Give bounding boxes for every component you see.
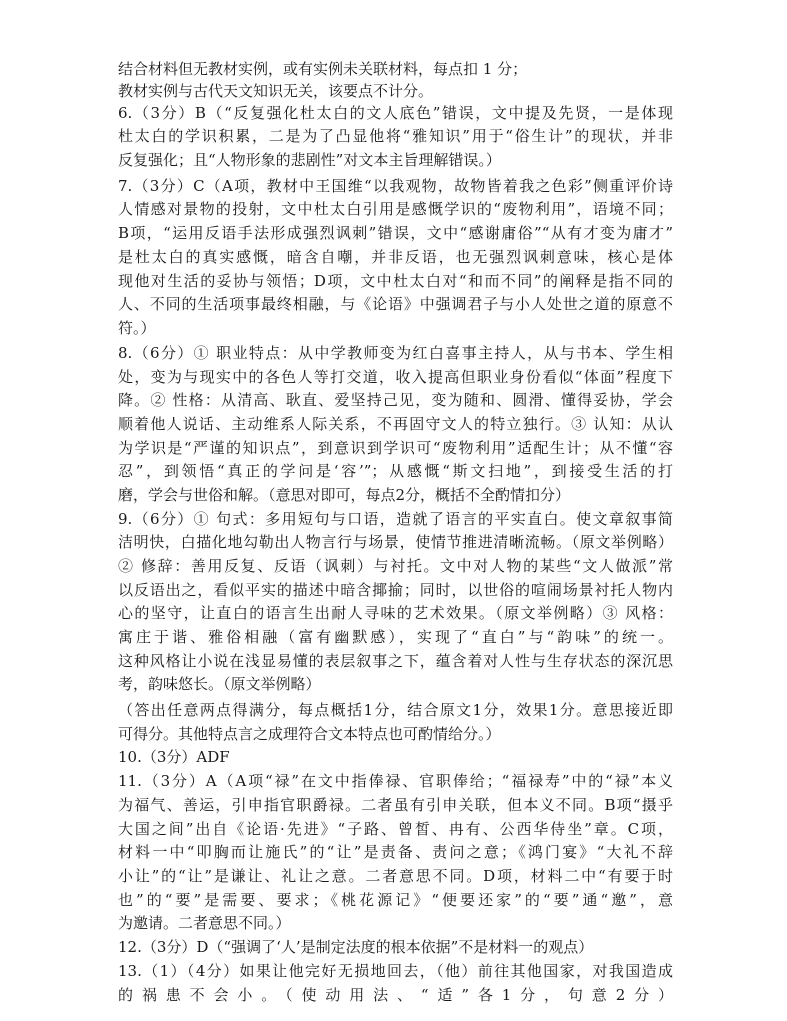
text-line: 教材实例与古代天文知识无关，该要点不计分。 bbox=[118, 82, 434, 100]
text-line: 磨，学会与世俗和解。（意思对即可，每点2分，概括不全酌情扣分） bbox=[118, 486, 571, 504]
text-line: 12.（3分）D（“强调了‘人’是制定法度的根本依据”不是材料一的观点） bbox=[118, 938, 594, 956]
text-line: （答出任意两点得满分，每点概括1分，结合原文1分，效果1分。意思接近即 bbox=[118, 701, 673, 719]
text-line: 顺着他人说话、主动维系人际关系，不再固守文人的特立独行。③ 认知：从认 bbox=[118, 415, 673, 433]
text-line: 以反语出之，看似平实的描述中暗含揶揄；同时，以世俗的喧闹场景衬托人物内 bbox=[118, 581, 673, 599]
text-line: 结合材料但无教材实例，或有实例未关联材料，每点扣 1 分； bbox=[118, 60, 528, 78]
text-line: 心的坚守，让直白的语言生出耐人寻味的艺术效果。（原文举例略）③ 风格： bbox=[118, 604, 673, 622]
text-line: 13.（1）（4分）如果让他完好无损地回去，（他）前往其他国家，对我国造成 bbox=[118, 962, 673, 980]
text-line: 现他对生活的妥协与领悟；D项，文中杜太白对“和而不同”的阐释是指不同的 bbox=[118, 272, 673, 290]
text-line: 忍”，到领悟“真正的学问是‘容’”；从感慨“斯文扫地”，到接受生活的打 bbox=[118, 462, 673, 480]
text-line: 人情感对景物的投射，文中杜太白引用是感慨学识的“废物利用”，语境不同； bbox=[118, 200, 673, 218]
text-line: 11.（3分）A（A项“禄”在文中指俸禄、官职俸给；“福禄寿”中的“禄”本义 bbox=[118, 772, 673, 790]
text-line: 材料一中“叩胸而让施氏”的“让”是责备、责问之意；《鸿门宴》“大礼不辞 bbox=[118, 843, 673, 861]
text-line: 9.（6分）① 句式：多用短句与口语，造就了语言的平实直白。使文章叙事简 bbox=[118, 510, 673, 528]
text-line: 人、不同的生活项事最终相融，与《论语》中强调君子与小人处世之道的原意不 bbox=[118, 295, 673, 313]
text-line: ② 修辞：善用反复、反语（讽刺）与衬托。文中对人物的某些“文人做派”常 bbox=[118, 557, 673, 575]
text-line: 8.（6分）① 职业特点：从中学教师变为红白喜事主持人，从与书本、学生相 bbox=[118, 344, 673, 362]
text-line: 反复强化；且“人物形象的悲剧性”对文本主旨理解错误。） bbox=[118, 151, 501, 169]
text-line: B项，“运用反语手法形成强烈讽刺”错误，文中“感谢庸俗”“从有才变为庸才” bbox=[118, 224, 673, 242]
text-line: 的祸患不会小。（使动用法、“适”各1分，句意2分） bbox=[118, 986, 673, 1004]
text-line: 洁明快，白描化地勾勒出人物言行与场景，使情节推进清晰流畅。（原文举例略） bbox=[118, 533, 673, 551]
text-line: 10.（3分）ADF bbox=[118, 748, 230, 766]
text-line: 6.（3分）B（“反复强化杜太白的文人底色”错误，文中提及先贤，一是体现 bbox=[118, 104, 673, 122]
text-line: 这种风格让小说在浅显易懂的表层叙事之下，蕴含着对人性与生存状态的深沉思 bbox=[118, 652, 673, 670]
text-line: 7.（3分）C（A项，教材中王国维“以我观物，故物皆着我之色彩”侧重评价诗 bbox=[118, 177, 673, 195]
text-line: 符。） bbox=[118, 319, 156, 337]
text-line: 杜太白的学识积累，二是为了凸显他将“雅知识”用于“俗生计”的现状，并非 bbox=[118, 127, 673, 145]
text-line: 为邀请。二者意思不同。） bbox=[118, 914, 291, 932]
text-line: 为学识是“严谨的知识点”，到意识到学识可“废物利用”适配生计；从不懂“容 bbox=[118, 439, 673, 457]
text-line: 考，韵味悠长。（原文举例略） bbox=[118, 675, 321, 693]
text-line: 寓庄于谐、雅俗相融（富有幽默感），实现了“直白”与“韵味”的统一。 bbox=[118, 628, 673, 646]
text-line: 也”的“要”是需要、要求；《桃花源记》“便要还家”的“要”通“邀”，意 bbox=[118, 891, 673, 909]
text-line: 小让”的“让”是谦让、礼让之意。二者意思不同。D项，材料二中“有要于时 bbox=[118, 867, 673, 885]
text-line: 可得分。其他特点言之成理符合文本特点也可酌情给分。） bbox=[118, 725, 501, 743]
text-line: 是杜太白的真实感慨，暗含自嘲，并非反语，也无强烈讽刺意味，核心是体 bbox=[118, 248, 673, 266]
text-line: 处，变为与现实中的各色人等打交道，收入提高但职业身份看似“体面”程度下 bbox=[118, 368, 673, 386]
text-line: 为福气、善运，引申指官职爵禄。二者虽有引申关联，但本义不同。B项“摄乎 bbox=[118, 796, 673, 814]
text-line: 降。② 性格：从清高、耿直、爱坚持己见，变为随和、圆滑、懂得妥协，学会 bbox=[118, 391, 673, 409]
text-line: 大国之间”出自《论语·先进》“子路、曾皙、冉有、公西华侍坐”章。C项， bbox=[118, 820, 673, 838]
